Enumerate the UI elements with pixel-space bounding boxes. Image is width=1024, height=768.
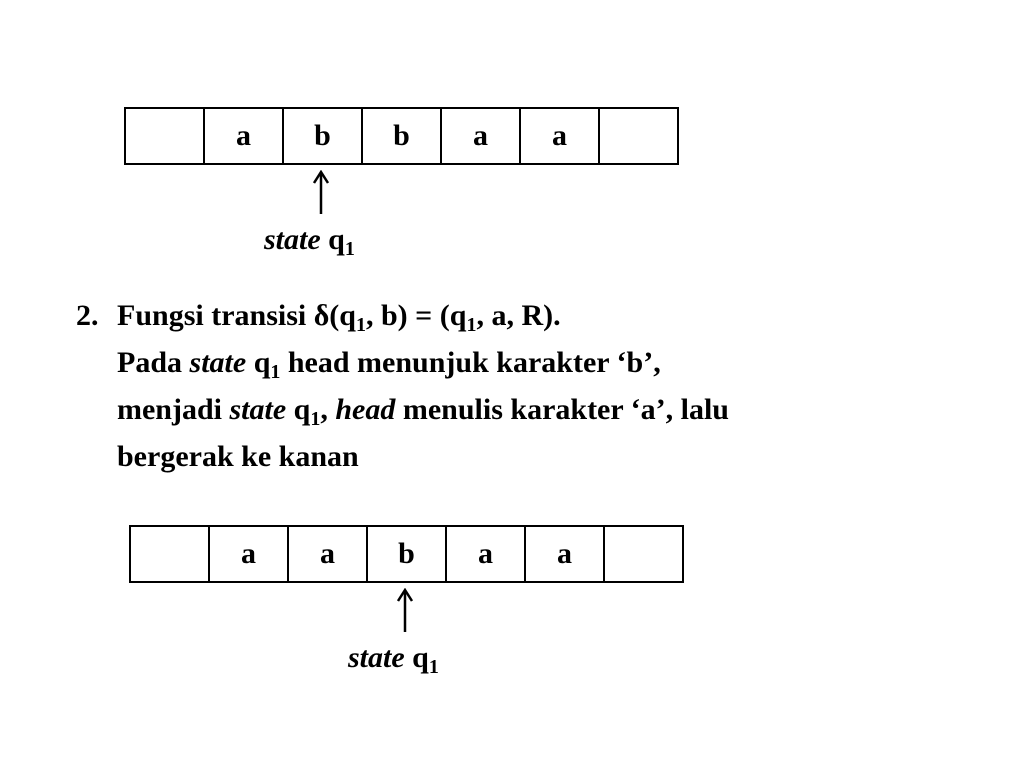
step-number: 2.	[76, 299, 99, 332]
transition-line-1	[76, 292, 976, 339]
tape-after-cell	[604, 526, 683, 582]
state-symbol: q	[412, 641, 429, 674]
tape-after-cell: a	[525, 526, 604, 582]
tape-before-cell	[125, 108, 204, 164]
state-word: state	[189, 346, 247, 379]
tape-before	[124, 107, 679, 165]
transition-text: menulis karakter ‘a’, lalu	[395, 393, 729, 426]
tape-after-row	[130, 526, 683, 582]
transition-text: , a, R).	[476, 299, 561, 332]
tape-after-cell: b	[367, 526, 446, 582]
transition-description	[76, 292, 976, 480]
head-pointer-arrow-icon	[311, 170, 331, 216]
head-state-label	[264, 223, 355, 260]
tape-before-cell: a	[441, 108, 520, 164]
transition-text: Fungsi transisi	[117, 299, 314, 332]
state-symbol: q	[328, 223, 345, 256]
tape-before-cell: b	[283, 108, 362, 164]
transition-text: head menunjuk karakter ‘b’,	[280, 346, 661, 379]
tape-before-cell	[599, 108, 678, 164]
subscript: 1	[466, 314, 477, 336]
transition-text: ,	[320, 393, 336, 426]
transition-line-3	[76, 386, 976, 433]
subscript: 1	[310, 408, 321, 430]
head-word: head	[335, 393, 396, 426]
transition-text: (q	[329, 299, 356, 332]
subscript: 1	[355, 314, 366, 336]
head-pointer-arrow-icon	[395, 588, 415, 634]
tape-before-cell: b	[362, 108, 441, 164]
state-word: state	[229, 393, 287, 426]
state-subscript: 1	[344, 238, 355, 260]
tape-before-cell: a	[204, 108, 283, 164]
tape-after-cell: a	[288, 526, 367, 582]
tape-after-cell	[130, 526, 209, 582]
state-word: state	[264, 223, 321, 256]
tape-after-cell: a	[209, 526, 288, 582]
transition-text: menjadi	[117, 393, 230, 426]
transition-text: q	[286, 393, 311, 426]
transition-line-2	[76, 339, 976, 386]
tape-after-cell: a	[446, 526, 525, 582]
transition-text: q	[246, 346, 271, 379]
transition-text: Pada	[117, 346, 190, 379]
head-state-label	[348, 641, 439, 678]
tape-before-row	[125, 108, 678, 164]
delta-symbol: δ	[313, 299, 330, 332]
tape-before-cell: a	[520, 108, 599, 164]
tape-after	[129, 525, 684, 583]
transition-text: , b) = (q	[365, 299, 467, 332]
state-subscript: 1	[428, 656, 439, 678]
state-word: state	[348, 641, 405, 674]
transition-line-4: bergerak ke kanan	[117, 440, 359, 473]
subscript: 1	[270, 361, 281, 383]
